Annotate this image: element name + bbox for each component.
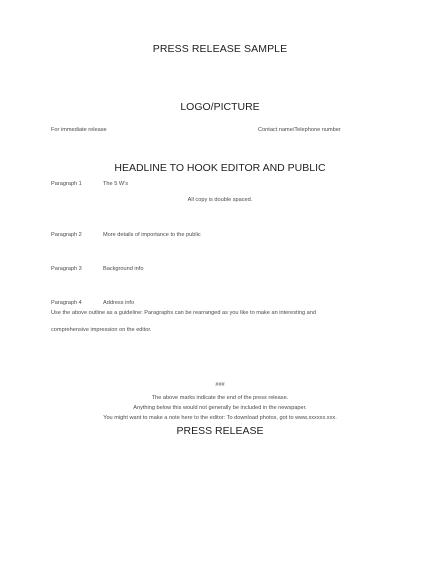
end-note-1: The above marks indicate the end of the press release. <box>151 395 289 401</box>
paragraph-2-text: More details of importance to the public <box>103 232 201 238</box>
paragraph-2-label: Paragraph 2 <box>51 232 82 238</box>
footer-title: PRESS RELEASE <box>176 425 264 437</box>
guideline-line-2: comprehensive impression on the editor. <box>51 327 152 333</box>
copy-note: All copy is double spaced. <box>187 197 253 203</box>
headline: HEADLINE TO HOOK EDITOR AND PUBLIC <box>114 162 326 174</box>
contact-line: Contact name/Telephone number <box>258 127 341 133</box>
paragraph-3-text: Background info <box>103 266 144 272</box>
guideline-line-1: Use the above outline as a guideline: Paragraphs can be rearranged as you like to make an interesting and <box>51 310 316 316</box>
end-note-3: You might want to make a note here to the editor: To download photos, got to www.xxxxxx.xxx. <box>103 415 337 421</box>
paragraph-3-label: Paragraph 3 <box>51 266 82 272</box>
document-title: PRESS RELEASE SAMPLE <box>152 43 288 55</box>
end-note-2: Anything below this would not generally be included in the newspaper. <box>133 405 307 411</box>
end-marks: ### <box>215 382 225 388</box>
paragraph-1-text: The 5 W’s <box>103 181 129 187</box>
logo-placeholder: LOGO/PICTURE <box>180 101 260 113</box>
paragraph-4-label: Paragraph 4 <box>51 300 82 306</box>
release-timing: For immediate release <box>51 127 107 133</box>
paragraph-1-label: Paragraph 1 <box>51 181 82 187</box>
paragraph-4-text: Address info <box>103 300 135 306</box>
